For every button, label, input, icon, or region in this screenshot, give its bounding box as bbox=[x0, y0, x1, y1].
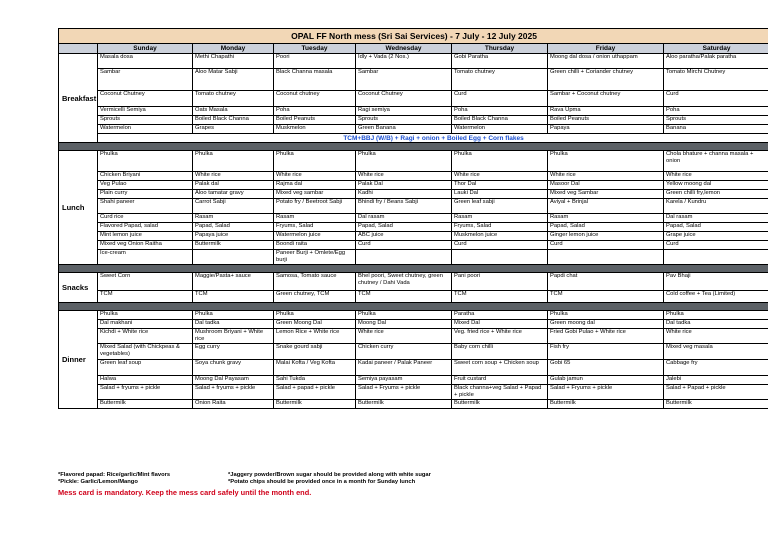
menu-cell-tuesday: Poori bbox=[274, 54, 356, 69]
footnote-potato-chips: *Potato chips should be provided once in a month for Sunday lunch bbox=[228, 479, 416, 485]
menu-cell-saturday: Phulka bbox=[664, 311, 768, 320]
menu-cell-tuesday: Potato fry / Beetroot Sabji bbox=[274, 199, 356, 214]
menu-cell-saturday: Chola bhature + channa masala + onion bbox=[664, 151, 768, 172]
footnote-papad: *Flavored papad: Rice/garlic/Mint flavors bbox=[58, 472, 171, 478]
dinner-row bbox=[59, 320, 768, 329]
menu-cell-wednesday: Sambar bbox=[356, 69, 452, 91]
breakfast-row bbox=[59, 69, 768, 91]
menu-cell-monday: Onion Raita bbox=[193, 400, 274, 409]
menu-cell-sunday: Mixed veg Onion Raitha bbox=[98, 241, 193, 250]
menu-cell-sunday: Chicken Briyani bbox=[98, 172, 193, 181]
menu-cell-sunday: Halwa bbox=[98, 376, 193, 385]
section-separator bbox=[59, 265, 768, 273]
mess-card-notice: Mess card is mandatory. Keep the mess card safely until the month end. bbox=[58, 488, 312, 497]
menu-cell-wednesday: Chicken curry bbox=[356, 344, 452, 360]
menu-cell-tuesday: Buttermilk bbox=[274, 400, 356, 409]
menu-cell-monday: Phulka bbox=[193, 311, 274, 320]
menu-cell-thursday: Buttermilk bbox=[452, 400, 548, 409]
menu-cell-tuesday: Samosa, Tomato sauce bbox=[274, 273, 356, 291]
menu-cell-saturday: Aloo paratha/Palak paratha bbox=[664, 54, 768, 69]
menu-cell-sunday: Dal makhani bbox=[98, 320, 193, 329]
footnotes bbox=[58, 472, 768, 486]
menu-cell-monday: Methi Chapathi bbox=[193, 54, 274, 69]
lunch-row bbox=[59, 250, 768, 265]
menu-cell-wednesday: Buttermilk bbox=[356, 400, 452, 409]
menu-cell-sunday: Green leaf soup bbox=[98, 360, 193, 376]
section-separator bbox=[59, 303, 768, 311]
menu-table bbox=[58, 28, 768, 409]
day-header-monday: Monday bbox=[193, 44, 274, 54]
menu-cell-thursday: Boiled Black Channa bbox=[452, 116, 548, 125]
menu-cell-wednesday: White rice bbox=[356, 172, 452, 181]
meal-label-lunch: Lunch bbox=[59, 151, 98, 265]
menu-cell-thursday: Gobi Paratha bbox=[452, 54, 548, 69]
menu-cell-friday: Moong dal dosa / onion uthappam bbox=[548, 54, 664, 69]
menu-cell-thursday: TCM bbox=[452, 291, 548, 303]
dinner-row bbox=[59, 311, 768, 320]
menu-cell-tuesday: Mixed veg sambar bbox=[274, 190, 356, 199]
menu-cell-saturday: Cold coffee + Tea (Limited) bbox=[664, 291, 768, 303]
menu-cell-thursday: Sweet corn soup + Chicken soup bbox=[452, 360, 548, 376]
menu-cell-monday: Grapes bbox=[193, 125, 274, 134]
menu-cell-monday: Maggie/Pasta+ sauce bbox=[193, 273, 274, 291]
menu-cell-wednesday: Papad, Salad bbox=[356, 223, 452, 232]
menu-cell-thursday: Thor Dal bbox=[452, 181, 548, 190]
menu-cell-saturday: Banana bbox=[664, 125, 768, 134]
lunch-row bbox=[59, 181, 768, 190]
breakfast-row bbox=[59, 91, 768, 107]
dinner-row bbox=[59, 400, 768, 409]
breakfast-row bbox=[59, 107, 768, 116]
menu-cell-thursday: Green leaf sabji bbox=[452, 199, 548, 214]
menu-cell-tuesday: Sahi Tukda bbox=[274, 376, 356, 385]
menu-cell-tuesday: White rice bbox=[274, 172, 356, 181]
menu-cell-saturday: Jalebi bbox=[664, 376, 768, 385]
breakfast-common-items: TCM+BBJ (W/B) + Ragi + onion + Boiled Egg + Corn flakes bbox=[98, 134, 768, 143]
menu-cell-friday: Green chilli + Coriander chutney bbox=[548, 69, 664, 91]
menu-cell-monday bbox=[193, 250, 274, 265]
menu-cell-monday: Aloo Matar Sabji bbox=[193, 69, 274, 91]
menu-cell-friday: Fried Gobi Pulao + White rice bbox=[548, 329, 664, 344]
menu-cell-friday: Papdi chat bbox=[548, 273, 664, 291]
menu-cell-friday: Masoor Dal bbox=[548, 181, 664, 190]
menu-cell-friday: TCM bbox=[548, 291, 664, 303]
menu-cell-monday: Palak dal bbox=[193, 181, 274, 190]
menu-cell-saturday: White rice bbox=[664, 329, 768, 344]
menu-cell-sunday: Shahi paneer bbox=[98, 199, 193, 214]
menu-cell-friday: Papaya bbox=[548, 125, 664, 134]
menu-cell-tuesday: Black Channa masala bbox=[274, 69, 356, 91]
menu-cell-monday: White rice bbox=[193, 172, 274, 181]
menu-cell-monday: Dal tadka bbox=[193, 320, 274, 329]
menu-cell-tuesday: Fryums, Salad bbox=[274, 223, 356, 232]
menu-cell-thursday: Pani poori bbox=[452, 273, 548, 291]
lunch-row bbox=[59, 223, 768, 232]
menu-cell-thursday: Poha bbox=[452, 107, 548, 116]
menu-cell-saturday: Cabbage fry bbox=[664, 360, 768, 376]
menu-cell-thursday: Tomato chutney bbox=[452, 69, 548, 91]
menu-cell-sunday: Coconut Chutney bbox=[98, 91, 193, 107]
dinner-row bbox=[59, 329, 768, 344]
menu-cell-wednesday: Ragi semiya bbox=[356, 107, 452, 116]
dinner-row bbox=[59, 360, 768, 376]
menu-cell-tuesday: Muskmelon bbox=[274, 125, 356, 134]
menu-cell-wednesday: Phulka bbox=[356, 311, 452, 320]
menu-cell-sunday: Curd rice bbox=[98, 214, 193, 223]
menu-cell-thursday: Paratha bbox=[452, 311, 548, 320]
menu-cell-saturday: Dal rasam bbox=[664, 214, 768, 223]
menu-cell-wednesday: Palak Dal bbox=[356, 181, 452, 190]
menu-cell-thursday: White rice bbox=[452, 172, 548, 181]
menu-cell-monday: Papaya juice bbox=[193, 232, 274, 241]
menu-cell-monday: Buttermilk bbox=[193, 241, 274, 250]
menu-cell-friday: Rasam bbox=[548, 214, 664, 223]
menu-cell-thursday: Rasam bbox=[452, 214, 548, 223]
menu-cell-saturday: Poha bbox=[664, 107, 768, 116]
snacks-row bbox=[59, 273, 768, 291]
menu-cell-monday: Salad + fryums + pickle bbox=[193, 385, 274, 400]
menu-cell-sunday: Buttermilk bbox=[98, 400, 193, 409]
menu-cell-friday: Ginger lemon juice bbox=[548, 232, 664, 241]
menu-cell-monday: Mushroom Briyani + White rice bbox=[193, 329, 274, 344]
menu-cell-wednesday: Sprouts bbox=[356, 116, 452, 125]
menu-cell-thursday: Muskmelon juice bbox=[452, 232, 548, 241]
menu-cell-monday: Egg curry bbox=[193, 344, 274, 360]
menu-cell-monday: TCM bbox=[193, 291, 274, 303]
breakfast-note-row bbox=[59, 134, 768, 143]
menu-cell-tuesday: Lemon Rice + White rice bbox=[274, 329, 356, 344]
menu-cell-friday: Green moong dal bbox=[548, 320, 664, 329]
menu-cell-saturday: Grape juice bbox=[664, 232, 768, 241]
day-header-friday: Friday bbox=[548, 44, 664, 54]
menu-cell-thursday: Curd bbox=[452, 91, 548, 107]
menu-cell-friday: Mixed veg Sambar bbox=[548, 190, 664, 199]
lunch-row bbox=[59, 232, 768, 241]
menu-cell-wednesday: Bhindi fry / Beans Sabji bbox=[356, 199, 452, 214]
menu-cell-tuesday: Coconut chutney bbox=[274, 91, 356, 107]
menu-cell-sunday: Kichdi + White rice bbox=[98, 329, 193, 344]
menu-cell-sunday: Plain curry bbox=[98, 190, 193, 199]
menu-cell-tuesday: Watermelon juice bbox=[274, 232, 356, 241]
menu-cell-sunday: TCM bbox=[98, 291, 193, 303]
meal-label-breakfast: Breakfast bbox=[59, 54, 98, 143]
menu-cell-saturday: Buttermilk bbox=[664, 400, 768, 409]
menu-cell-friday: Curd bbox=[548, 241, 664, 250]
menu-cell-monday: Aloo tamatar gravy bbox=[193, 190, 274, 199]
menu-cell-wednesday: Dal rasam bbox=[356, 214, 452, 223]
menu-cell-friday: Phulka bbox=[548, 151, 664, 172]
menu-cell-monday: Soya chunk gravy bbox=[193, 360, 274, 376]
menu-cell-wednesday: Curd bbox=[356, 241, 452, 250]
menu-cell-saturday: Tomato Mirchi Chutney bbox=[664, 69, 768, 91]
day-header-tuesday: Tuesday bbox=[274, 44, 356, 54]
menu-cell-tuesday: Green Moong Dal bbox=[274, 320, 356, 329]
menu-cell-thursday: Black channa+veg Salad + Papad + pickle bbox=[452, 385, 548, 400]
menu-cell-tuesday: Rajma dal bbox=[274, 181, 356, 190]
menu-cell-tuesday: Phulka bbox=[274, 151, 356, 172]
day-header-thursday: Thursday bbox=[452, 44, 548, 54]
menu-cell-tuesday: Malai Kofta / Veg Kofta bbox=[274, 360, 356, 376]
lunch-row bbox=[59, 214, 768, 223]
lunch-row bbox=[59, 199, 768, 214]
menu-cell-monday: Rasam bbox=[193, 214, 274, 223]
menu-cell-monday: Carrot Sabji bbox=[193, 199, 274, 214]
menu-cell-friday: Salad + Fryums + pickle bbox=[548, 385, 664, 400]
menu-cell-sunday: Veg Pulao bbox=[98, 181, 193, 190]
menu-cell-wednesday: TCM bbox=[356, 291, 452, 303]
meal-label-dinner: Dinner bbox=[59, 311, 98, 409]
menu-cell-thursday: Mixed Dal bbox=[452, 320, 548, 329]
breakfast-row bbox=[59, 54, 768, 69]
menu-cell-sunday: Masala dosa bbox=[98, 54, 193, 69]
dinner-row bbox=[59, 344, 768, 360]
menu-cell-friday: White rice bbox=[548, 172, 664, 181]
menu-cell-sunday: Watermelon bbox=[98, 125, 193, 134]
menu-cell-tuesday: Green chutney, TCM bbox=[274, 291, 356, 303]
menu-cell-wednesday: Idly + Vada (2 Nos.) bbox=[356, 54, 452, 69]
menu-cell-thursday: Veg. fried rice + White rice bbox=[452, 329, 548, 344]
menu-cell-sunday: Mixed Salad (with Chickpeas & vegetables) bbox=[98, 344, 193, 360]
menu-cell-wednesday: Salad + Fryums + pickle bbox=[356, 385, 452, 400]
menu-cell-saturday: Dal tadka bbox=[664, 320, 768, 329]
menu-cell-tuesday: Boondi raita bbox=[274, 241, 356, 250]
meal-label-snacks: Snacks bbox=[59, 273, 98, 303]
menu-cell-friday: Aviyal + Brinjal bbox=[548, 199, 664, 214]
menu-cell-monday: Tomato chutney bbox=[193, 91, 274, 107]
menu-cell-tuesday: Paneer Burji + Omlete/Egg burji bbox=[274, 250, 356, 265]
menu-cell-sunday: Sambar bbox=[98, 69, 193, 91]
dinner-row bbox=[59, 376, 768, 385]
section-separator bbox=[59, 143, 768, 151]
menu-cell-sunday: Phulka bbox=[98, 311, 193, 320]
menu-cell-sunday: Salad + fryums + pickle bbox=[98, 385, 193, 400]
menu-cell-wednesday: Coconut Chutney bbox=[356, 91, 452, 107]
menu-cell-sunday: Flavored Papad, salad bbox=[98, 223, 193, 232]
menu-cell-saturday: Sprouts bbox=[664, 116, 768, 125]
menu-cell-wednesday bbox=[356, 250, 452, 265]
menu-cell-friday: Gobi 65 bbox=[548, 360, 664, 376]
menu-cell-thursday: Curd bbox=[452, 241, 548, 250]
menu-cell-sunday: Sweet Corn bbox=[98, 273, 193, 291]
menu-cell-thursday: Baby corn chilli bbox=[452, 344, 548, 360]
menu-cell-friday: Papad, Salad bbox=[548, 223, 664, 232]
menu-cell-thursday: Fryums, Salad bbox=[452, 223, 548, 232]
menu-cell-saturday: Pav Bhaji bbox=[664, 273, 768, 291]
menu-cell-saturday: Yellow moong dal bbox=[664, 181, 768, 190]
menu-cell-saturday bbox=[664, 250, 768, 265]
menu-cell-wednesday: Kadhi bbox=[356, 190, 452, 199]
menu-cell-thursday: Phulka bbox=[452, 151, 548, 172]
lunch-row bbox=[59, 241, 768, 250]
day-header-sunday: Sunday bbox=[98, 44, 193, 54]
menu-cell-tuesday: Poha bbox=[274, 107, 356, 116]
menu-cell-sunday: Sprouts bbox=[98, 116, 193, 125]
menu-cell-friday: Gulab jamun bbox=[548, 376, 664, 385]
menu-cell-wednesday: Kadai paneer / Palak Paneer bbox=[356, 360, 452, 376]
menu-cell-sunday: Mint lemon juice bbox=[98, 232, 193, 241]
menu-cell-friday: Rava Upma bbox=[548, 107, 664, 116]
menu-cell-monday: Oats Masala bbox=[193, 107, 274, 116]
menu-cell-thursday: Fruit custard bbox=[452, 376, 548, 385]
mess-menu-sheet bbox=[58, 28, 768, 409]
menu-cell-monday: Phulka bbox=[193, 151, 274, 172]
day-header-wednesday: Wednesday bbox=[356, 44, 452, 54]
menu-cell-saturday: Papad, Salad bbox=[664, 223, 768, 232]
menu-cell-thursday: Watermelon bbox=[452, 125, 548, 134]
menu-cell-sunday: Ice-cream bbox=[98, 250, 193, 265]
footnote-jaggery: *Jaggery powder/Brown sugar should be provided along with white sugar bbox=[228, 472, 431, 478]
menu-cell-saturday: Karela / Kundru bbox=[664, 199, 768, 214]
menu-cell-friday: Buttermilk bbox=[548, 400, 664, 409]
menu-cell-monday: Moong Dal Payasam bbox=[193, 376, 274, 385]
menu-cell-tuesday: Rasam bbox=[274, 214, 356, 223]
footnote-pickle: *Pickle: Garlic/Lemon/Mango bbox=[58, 479, 138, 485]
snacks-row bbox=[59, 291, 768, 303]
day-header-saturday: Saturday bbox=[664, 44, 768, 54]
menu-cell-friday: Boiled Peanuts bbox=[548, 116, 664, 125]
menu-cell-wednesday: Bhel poori, Sweet chutney, green chutney / Dahi Vada bbox=[356, 273, 452, 291]
menu-cell-thursday bbox=[452, 250, 548, 265]
menu-cell-monday: Papad, Salad bbox=[193, 223, 274, 232]
lunch-row bbox=[59, 172, 768, 181]
menu-cell-wednesday: Moong Dal bbox=[356, 320, 452, 329]
menu-cell-wednesday: ABC juice bbox=[356, 232, 452, 241]
lunch-row bbox=[59, 151, 768, 172]
menu-cell-friday: Sambar + Coconut chutney bbox=[548, 91, 664, 107]
breakfast-row bbox=[59, 116, 768, 125]
menu-cell-saturday: Mixed veg masala bbox=[664, 344, 768, 360]
menu-cell-tuesday: Phulka bbox=[274, 311, 356, 320]
menu-cell-saturday: White rice bbox=[664, 172, 768, 181]
menu-cell-wednesday: Semiya payasam bbox=[356, 376, 452, 385]
menu-cell-saturday: Salad + Papad + pickle bbox=[664, 385, 768, 400]
menu-cell-tuesday: Snake gourd sabji bbox=[274, 344, 356, 360]
menu-cell-monday: Boiled Black Channa bbox=[193, 116, 274, 125]
menu-title: OPAL FF North mess (Sri Sai Services) - 7 July - 12 July 2025 bbox=[59, 29, 768, 44]
menu-cell-tuesday: Boiled Peanuts bbox=[274, 116, 356, 125]
menu-cell-saturday: Curd bbox=[664, 241, 768, 250]
menu-cell-tuesday: Salad + papad + pickle bbox=[274, 385, 356, 400]
menu-cell-wednesday: Green Banana bbox=[356, 125, 452, 134]
menu-cell-saturday: Curd bbox=[664, 91, 768, 107]
header-corner bbox=[59, 44, 98, 54]
dinner-row bbox=[59, 385, 768, 400]
menu-cell-sunday: Phulka bbox=[98, 151, 193, 172]
menu-cell-friday: Fish fry bbox=[548, 344, 664, 360]
menu-cell-thursday: Lauki Dal bbox=[452, 190, 548, 199]
menu-cell-sunday: Vermicelli Semiya bbox=[98, 107, 193, 116]
menu-cell-wednesday: White rice bbox=[356, 329, 452, 344]
menu-cell-saturday: Green chilli fry,lemon bbox=[664, 190, 768, 199]
menu-cell-friday: Phulka bbox=[548, 311, 664, 320]
breakfast-row bbox=[59, 125, 768, 134]
menu-cell-friday bbox=[548, 250, 664, 265]
menu-cell-wednesday: Phulka bbox=[356, 151, 452, 172]
lunch-row bbox=[59, 190, 768, 199]
